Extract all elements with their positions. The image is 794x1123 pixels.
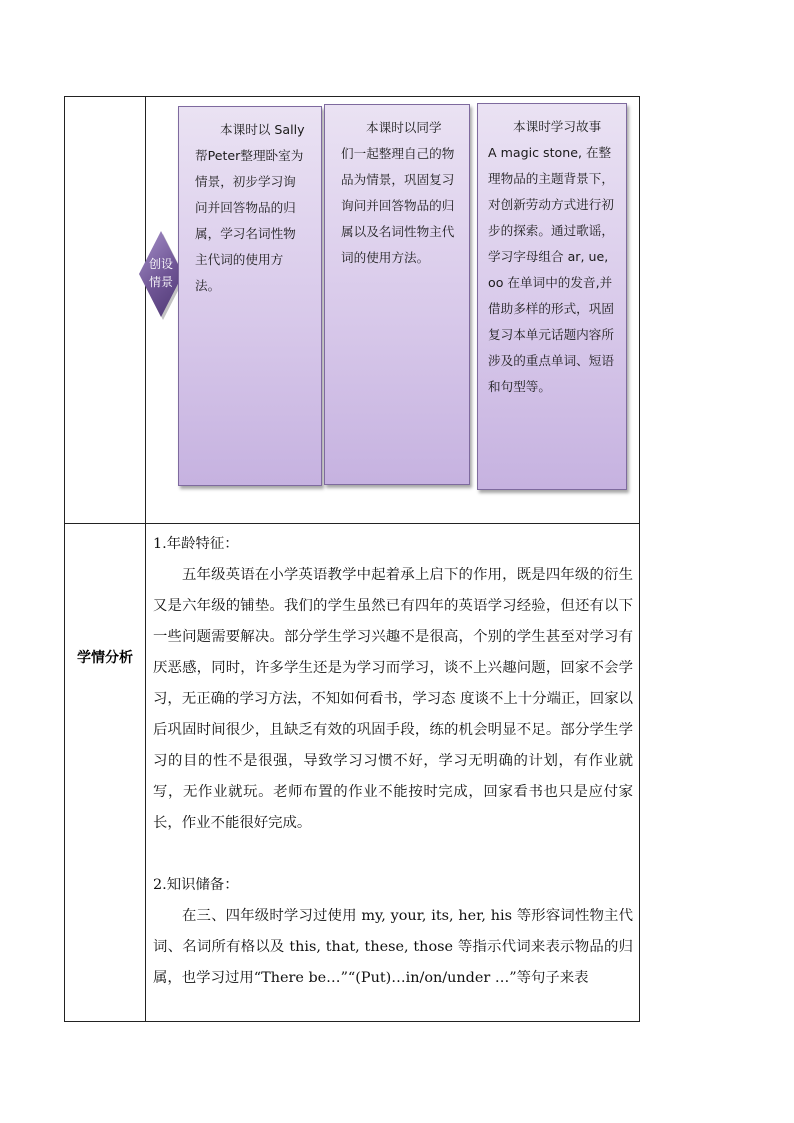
scenario-box-lesson3: 本课时学习故事 A magic stone, 在整理物品的主题背景下，对创新劳动方式进行初步的探索。通过歌谣，学习字母组合 ar, ue, oo 在单词中的发音,并借助多样的形式，巩固复习本单元话题内容所涉及的重点单词、短语和句型等。 <box>477 103 627 490</box>
section-title-age: 1.年龄特征： <box>153 536 239 552</box>
lesson-plan-table <box>64 96 640 1022</box>
scenario-label-diamond <box>139 231 183 317</box>
scenario-label: 创设 情景 <box>148 257 173 289</box>
scenario-box-lesson1: 本课时以 Sally 帮Peter整理卧室为情景，初步学习询问并回答物品的归属，学习名词性物主代词的使用方法。 <box>178 106 322 486</box>
section-body-knowledge: 在三、四年级时学习过使用 my, your, its, her, his 等形容词性物主代词、名词所有格以及 this, that, these, those 等指示代词来表示物品的归属，也学习过用“There be…”“(Put)…in/on/under …”等句子来表 <box>153 908 633 986</box>
analysis-label: 学情分析 <box>77 650 133 666</box>
analysis-content <box>153 529 633 994</box>
section-title-knowledge: 2.知识储备： <box>153 877 239 893</box>
row-divider <box>65 523 639 524</box>
scenario-box-lesson2: 本课时以同学 们一起整理自己的物品为情景，巩固复习询问并回答物品的归属以及名词性物主代词的使用方法。 <box>324 104 470 485</box>
section-body-age: 五年级英语在小学英语教学中起着承上启下的作用，既是四年级的衍生又是六年级的铺垫。我们的学生虽然已有四年的英语学习经验，但还有以下一些问题需要解决。部分学生学习兴趣不是很高，个别的学生甚至对学习有厌恶感，同时，许多学生还是为学习而学习，谈不上兴趣问题，回家不会学习，无正确的学习方法，不知如何看书，学习态 度谈不上十分端正，回家以后巩固时间很少，且缺乏有效的巩固手段，练的机会明显不足。部分学生学习的目的性不是很强，导致学习习惯不好，学习无明确的计划，有作业就写，无作业就玩。老师布置的作业不能按时完成，回家看书也只是应付家长，作业不能很好完成。 <box>153 567 633 831</box>
